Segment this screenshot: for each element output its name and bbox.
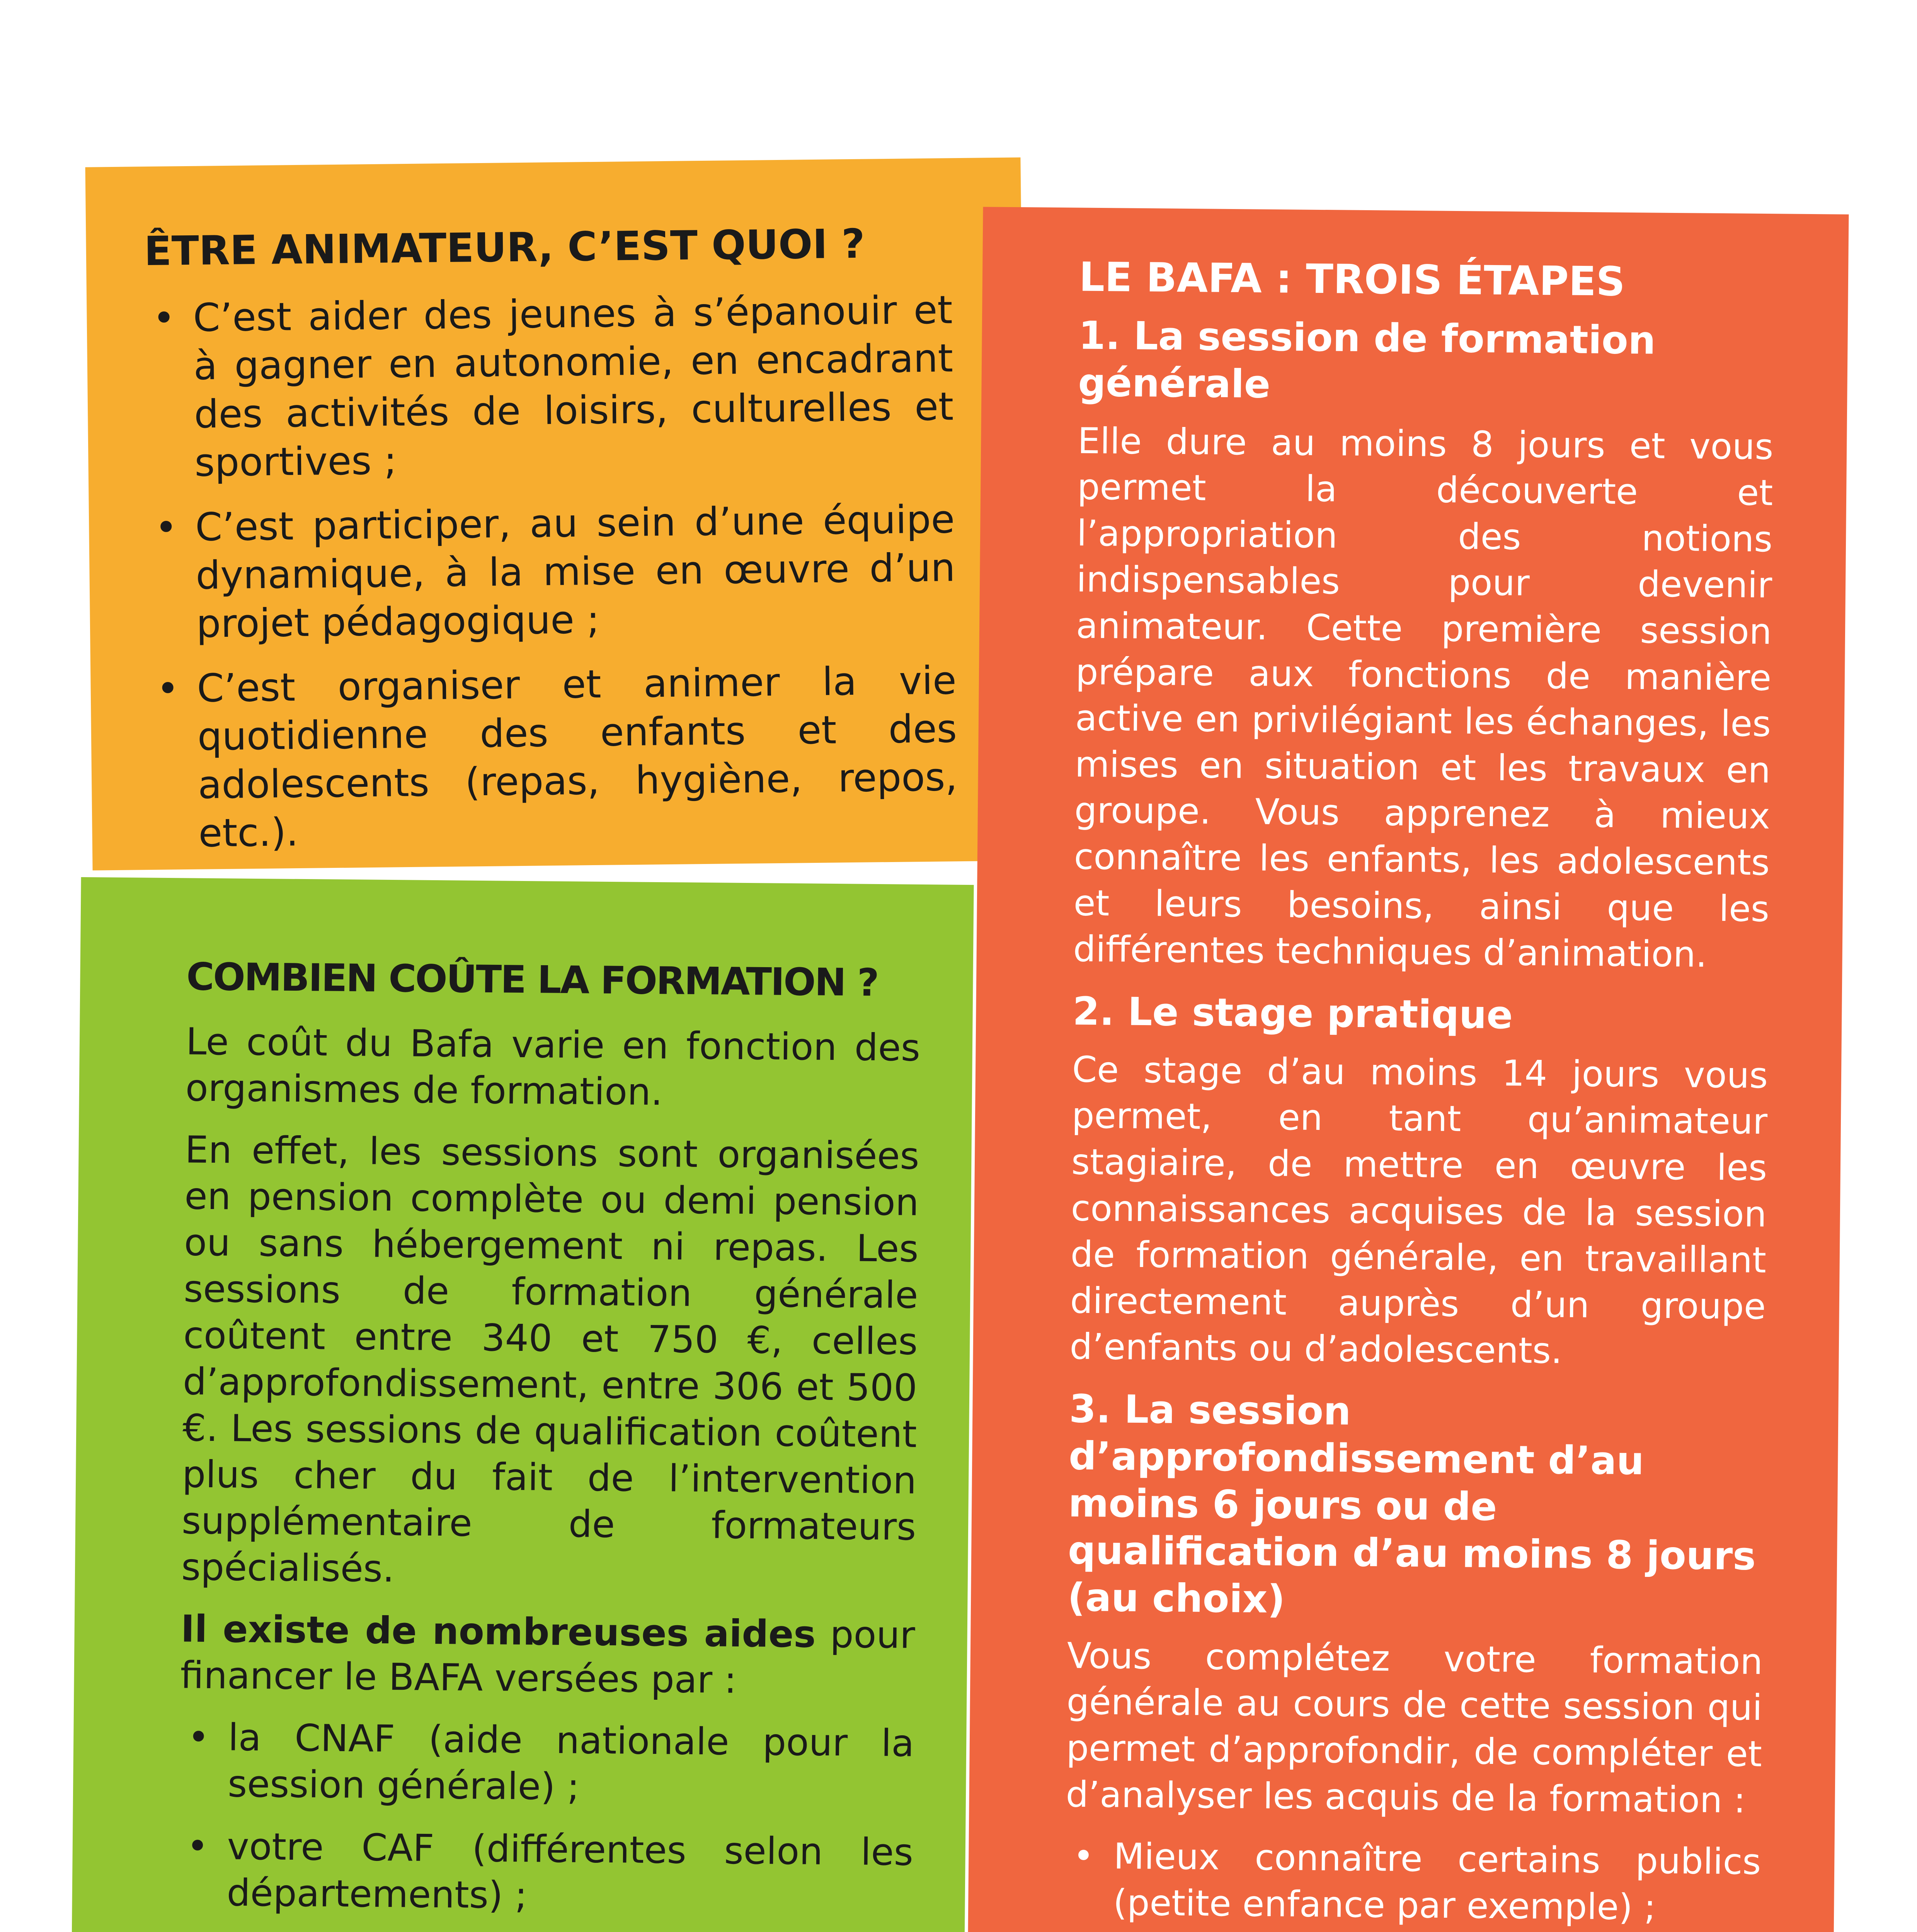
aides-list — [176, 1714, 914, 1932]
formation-cost-title: COMBIEN COÛTE LA FORMATION ? — [186, 955, 878, 1005]
animateur-item: • C’est aider des jeunes à s’épanouir et à gagner en autonomie, en encadrant des activités de loisirs, culturelles et sportives ; — [145, 286, 954, 487]
step1-text: Elle dure au moins 8 jours et vous permet la découverte et l’appropriation des notions indispensables pour devenir animateur. Cette première session prépare aux fonctions de manière active en privilégiant les échanges, les mises en situation et les travaux en groupe. Vous apprenez à mieux connaître les enfants, les adolescents et leurs besoins, ainsi que les différentes techniques d’animation. — [1073, 420, 1774, 975]
formation-cost-panel — [70, 877, 974, 1932]
animateur-item: • C’est participer, au sein d’une équipe dynamique, à la mise en œuvre d’un projet pédagogique ; — [147, 495, 956, 648]
step3-item: • Mieux connaître certains publics (petite enfance par exemple) ; — [1065, 1833, 1761, 1932]
aides-intro — [180, 1605, 915, 1705]
step1-title: 1. La session de formation générale — [1078, 313, 1656, 407]
animateur-list — [145, 286, 958, 858]
aides-intro-bold: Il existe de nombreuses aides — [180, 1607, 816, 1656]
step3-list — [1061, 1833, 1761, 1932]
aide-item: • votre CAF (différentes selon les départements) ; — [178, 1823, 913, 1922]
formation-cost-intro: Le coût du Bafa varie en fonction des organismes de formation. — [185, 1020, 921, 1114]
aides-intro-rest: pour financer le BAFA versées par : — [180, 1612, 916, 1702]
aide-item: • la CNAF (aide nationale pour la session générale) ; — [179, 1714, 914, 1813]
step3-title: 3. La session d’approfondissement d’au moins 6 jours ou de qualification d’au moins 8 jours (au choix) — [1067, 1386, 1756, 1622]
bafa-title: LE BAFA : TROIS ÉTAPES — [1079, 253, 1626, 305]
step3-text: Vous complétez votre formation générale au cours de cette session qui permet d’approfondir, de compléter et d’analyser les acquis de la formation : — [1066, 1635, 1763, 1821]
step2-title: 2. Le stage pratique — [1072, 988, 1513, 1038]
formation-cost-details: En effet, les sessions sont organisées en pension complète ou demi pension ou sans hébergement ni repas. Les sessions de formation générale coûtent entre 340 et 750 €, celles d’approfondissement, entre 306 et 500 €. Les sessions de qualification coûtent plus cher du fait de l’intervention supplémentaire de formateurs spécialisés. — [181, 1128, 919, 1590]
bafa-steps-panel — [965, 207, 1849, 1932]
step2-text: Ce stage d’au moins 14 jours vous permet, en tant qu’animateur stagiaire, de mettre en œuvre les connaissances acquises de la session de formation générale, en travaillant directement auprès d’un groupe d’enfants ou d’adolescents. — [1069, 1049, 1768, 1372]
animateur-panel — [85, 157, 1028, 870]
animateur-item: • C’est organiser et animer la vie quotidienne des enfants et des adolescents (repas, hygiène, repos, etc.). — [148, 656, 958, 858]
animateur-title: ÊTRE ANIMATEUR, C’EST QUOI ? — [144, 220, 865, 275]
